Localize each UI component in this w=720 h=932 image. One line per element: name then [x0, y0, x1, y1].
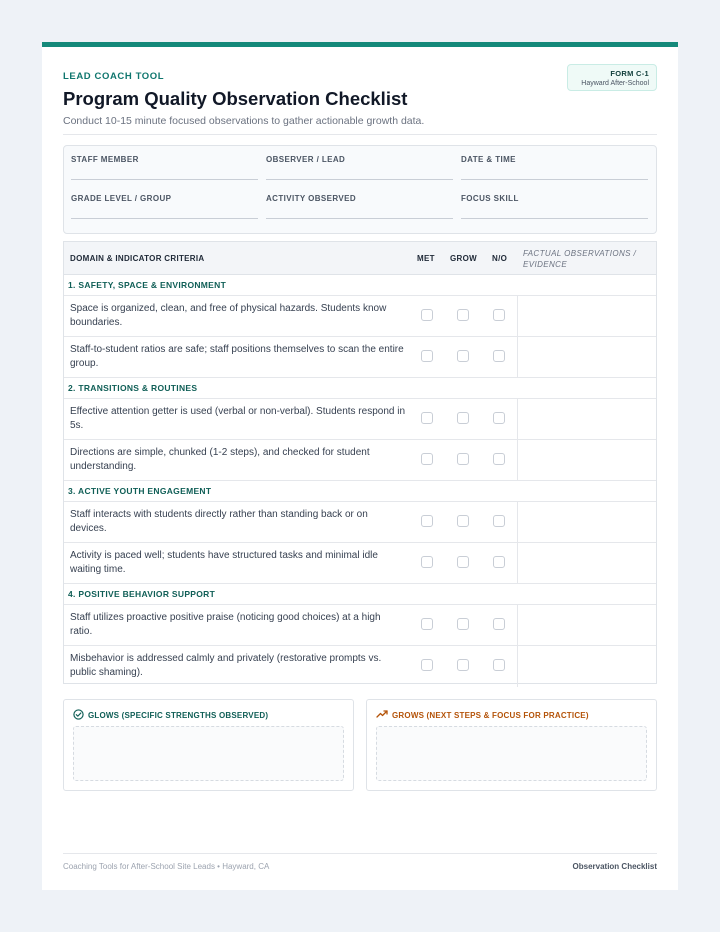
- grows-notes-area[interactable]: [376, 726, 647, 781]
- grow-checkbox[interactable]: [457, 412, 469, 424]
- glows-notes-area[interactable]: [73, 726, 344, 781]
- header-na: N/O: [492, 254, 508, 263]
- grow-checkbox[interactable]: [457, 659, 469, 671]
- field-label: STAFF MEMBER: [71, 155, 139, 164]
- page-title: Program Quality Observation Checklist: [63, 88, 408, 109]
- header-evidence: FACTUAL OBSERVATIONS / EVIDENCE: [523, 249, 637, 269]
- evidence-divider: [517, 296, 518, 336]
- evidence-divider: [517, 399, 518, 439]
- evidence-divider: [517, 440, 518, 480]
- na-checkbox[interactable]: [493, 350, 505, 362]
- form-org: Hayward After-School: [581, 80, 649, 87]
- section-header: 4. POSITIVE BEHAVIOR SUPPORT: [64, 584, 656, 605]
- checklist-page: [42, 42, 678, 890]
- grows-title: GROWS (NEXT STEPS & FOCUS FOR PRACTICE): [392, 710, 589, 720]
- section-header: 2. TRANSITIONS & ROUTINES: [64, 378, 656, 399]
- footer-right-text: Observation Checklist: [572, 862, 657, 871]
- criteria-text: Staff-to-student ratios are safe; staff positions themselves to scan the entire group.: [70, 344, 404, 369]
- table-row: [64, 399, 656, 440]
- table-row: [64, 543, 656, 584]
- met-checkbox[interactable]: [421, 453, 433, 465]
- grow-checkbox[interactable]: [457, 350, 469, 362]
- footer-left-text: Coaching Tools for After-School Site Leads • Hayward, CA: [63, 862, 270, 871]
- met-checkbox[interactable]: [421, 515, 433, 527]
- staff-member-field[interactable]: [71, 155, 258, 180]
- na-checkbox[interactable]: [493, 556, 505, 568]
- criteria-text: Staff utilizes proactive positive praise (noticing good choices) at a high ratio.: [70, 612, 381, 637]
- met-checkbox[interactable]: [421, 556, 433, 568]
- grow-checkbox[interactable]: [457, 309, 469, 321]
- field-line[interactable]: [461, 179, 648, 180]
- field-label: ACTIVITY OBSERVED: [266, 194, 357, 203]
- criteria-text: Misbehavior is addressed calmly and privately (restorative prompts vs. public shaming).: [70, 653, 382, 678]
- table-row: [64, 605, 656, 646]
- section-header: 1. SAFETY, SPACE & ENVIRONMENT: [64, 275, 656, 296]
- na-checkbox[interactable]: [493, 618, 505, 630]
- header-met: MET: [417, 254, 435, 263]
- table-row: [64, 646, 656, 687]
- met-checkbox[interactable]: [421, 659, 433, 671]
- met-checkbox[interactable]: [421, 350, 433, 362]
- criteria-text: Activity is paced well; students have structured tasks and minimal idle waiting time.: [70, 550, 378, 575]
- na-checkbox[interactable]: [493, 412, 505, 424]
- met-checkbox[interactable]: [421, 618, 433, 630]
- met-checkbox[interactable]: [421, 412, 433, 424]
- field-label: OBSERVER / LEAD: [266, 155, 346, 164]
- page-subtitle: Conduct 10-15 minute focused observations to gather actionable growth data.: [63, 115, 425, 127]
- glows-box: [63, 699, 354, 791]
- grow-checkbox[interactable]: [457, 515, 469, 527]
- grow-checkbox[interactable]: [457, 556, 469, 568]
- check-circle-icon: [73, 709, 84, 722]
- footer-divider: [63, 853, 657, 854]
- form-code: FORM C-1: [610, 69, 649, 78]
- criteria-text: Directions are simple, chunked (1-2 steps), and checked for student understanding.: [70, 447, 370, 472]
- na-checkbox[interactable]: [493, 453, 505, 465]
- evidence-divider: [517, 337, 518, 377]
- glows-title: GLOWS (SPECIFIC STRENGTHS OBSERVED): [88, 711, 269, 720]
- evidence-divider: [517, 646, 518, 687]
- evidence-divider: [517, 543, 518, 583]
- section-header: 3. ACTIVE YOUTH ENGAGEMENT: [64, 481, 656, 502]
- table-row: [64, 296, 656, 337]
- met-checkbox[interactable]: [421, 309, 433, 321]
- field-label: FOCUS SKILL: [461, 194, 519, 203]
- observer-field[interactable]: [266, 155, 453, 180]
- field-line[interactable]: [71, 218, 258, 219]
- info-fields-box: [63, 145, 657, 234]
- na-checkbox[interactable]: [493, 515, 505, 527]
- form-badge: [567, 64, 657, 91]
- focus-skill-field[interactable]: [461, 194, 648, 219]
- na-checkbox[interactable]: [493, 309, 505, 321]
- field-line[interactable]: [461, 218, 648, 219]
- grow-checkbox[interactable]: [457, 453, 469, 465]
- field-line[interactable]: [266, 179, 453, 180]
- grows-box: [366, 699, 657, 791]
- criteria-text: Space is organized, clean, and free of physical hazards. Students know boundaries.: [70, 303, 387, 328]
- criteria-text: Effective attention getter is used (verbal or non-verbal). Students respond in 5s.: [70, 406, 406, 431]
- table-row: [64, 440, 656, 481]
- trending-up-icon: [376, 709, 388, 721]
- table-header: [64, 242, 656, 275]
- header-divider: [63, 134, 657, 135]
- table-row: [64, 502, 656, 543]
- field-label: GRADE LEVEL / GROUP: [71, 194, 172, 203]
- header-grow: GROW: [450, 254, 477, 263]
- field-line[interactable]: [71, 179, 258, 180]
- grow-checkbox[interactable]: [457, 618, 469, 630]
- eyebrow-label: LEAD COACH TOOL: [63, 71, 165, 82]
- date-time-field[interactable]: [461, 155, 648, 180]
- field-line[interactable]: [266, 218, 453, 219]
- header-criteria: DOMAIN & INDICATOR CRITERIA: [70, 254, 205, 263]
- evidence-divider: [517, 502, 518, 542]
- glows-heading: [73, 709, 268, 722]
- evidence-divider: [517, 605, 518, 645]
- field-label: DATE & TIME: [461, 155, 516, 164]
- criteria-text: Staff interacts with students directly rather than standing back or on devices.: [70, 509, 368, 534]
- activity-field[interactable]: [266, 194, 453, 219]
- na-checkbox[interactable]: [493, 659, 505, 671]
- checklist-table: [63, 241, 657, 684]
- grade-level-field[interactable]: [71, 194, 258, 219]
- table-row: [64, 337, 656, 378]
- grows-heading: [376, 709, 589, 721]
